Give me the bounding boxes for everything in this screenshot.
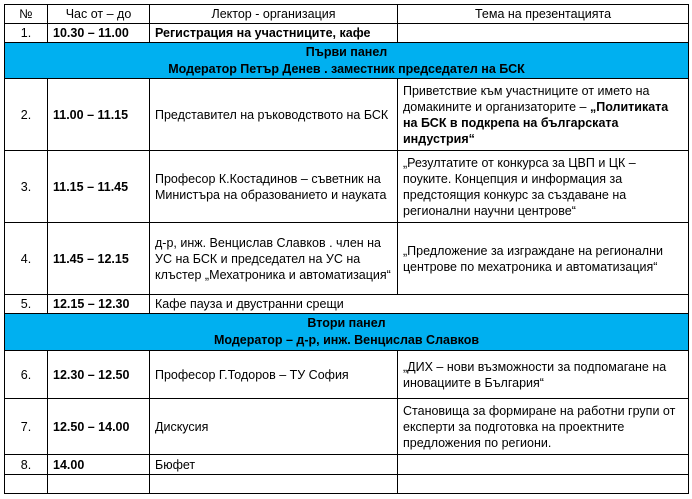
row-number: 4. — [5, 223, 48, 295]
row-time: 12.30 – 12.50 — [48, 351, 150, 399]
panel-cell — [5, 43, 689, 79]
row-time: 12.15 – 12.30 — [48, 295, 150, 314]
panel-cell — [5, 314, 689, 351]
row-speaker: Професор Г.Тодоров – ТУ София — [150, 351, 398, 399]
row-number: 6. — [5, 351, 48, 399]
table-row — [5, 151, 689, 223]
table-row — [5, 79, 689, 151]
panel-header-second — [5, 314, 689, 351]
empty-cell — [398, 475, 689, 494]
empty-cell — [48, 475, 150, 494]
table-row — [5, 223, 689, 295]
row-time: 14.00 — [48, 455, 150, 475]
panel-moderator: Модератор Петър Денев . заместник председател на БСК — [168, 61, 525, 76]
row-topic: „ДИХ – нови възможности за подпомагане на иновациите в България“ — [398, 351, 689, 399]
row-time: 10.30 – 11.00 — [48, 24, 150, 43]
panel-title: Първи панел — [305, 44, 388, 59]
header-num: № — [5, 5, 48, 24]
row-topic: „Резултатите от конкурса за ЦВП и ЦК – поуките. Концепция и информация за предстоящия конкурс за създаване на регионални научни центрове“ — [398, 151, 689, 223]
row-time: 11.45 – 12.15 — [48, 223, 150, 295]
row-speaker: Регистрация на участниците, кафе — [150, 24, 398, 43]
row-topic — [398, 79, 689, 151]
table-row — [5, 455, 689, 475]
row-time: 11.00 – 11.15 — [48, 79, 150, 151]
table-row — [5, 295, 689, 314]
row-speaker: Представител на ръководството на БСК — [150, 79, 398, 151]
panel-header-first — [5, 43, 689, 79]
row-number: 8. — [5, 455, 48, 475]
row-topic-text: Приветствие към участниците от името на домакините и организаторите – — [403, 83, 650, 114]
header-time: Час от – до — [48, 5, 150, 24]
row-speaker: Професор К.Костадинов – съветник на Министъра на образованието и науката — [150, 151, 398, 223]
row-topic: Становища за формиране на работни групи от експерти за подготовка на проектните предложения по региони. — [398, 399, 689, 455]
row-number: 2. — [5, 79, 48, 151]
row-topic — [398, 24, 689, 43]
row-topic — [398, 455, 689, 475]
panel-moderator: Модератор – д-р, инж. Венцислав Славков — [213, 333, 480, 347]
empty-cell — [5, 475, 48, 494]
row-number: 1. — [5, 24, 48, 43]
row-number: 3. — [5, 151, 48, 223]
row-speaker: Кафе пауза и двустранни срещи — [150, 295, 689, 314]
row-speaker: Бюфет — [150, 455, 398, 475]
row-number: 7. — [5, 399, 48, 455]
header-row — [5, 5, 689, 24]
row-topic-bold: „Политиката на БСК в подкрепа на българската индустрия“ — [403, 99, 669, 146]
row-speaker: Дискусия — [150, 399, 398, 455]
header-speaker: Лектор - организация — [150, 5, 398, 24]
row-speaker: д-р, инж. Венцислав Славков . член на УС на БСК и председател на УС на клъстер „Мехатроника и автоматизация“ — [150, 223, 398, 295]
empty-row — [5, 475, 689, 494]
header-topic: Тема на презентацията — [398, 5, 689, 24]
row-topic: „Предложение за изграждане на регионални центрове по мехатроника и автоматизация“ — [398, 223, 689, 295]
agenda-table — [4, 4, 689, 494]
row-number: 5. — [5, 295, 48, 314]
panel-title: Втори панел — [307, 316, 386, 330]
table-row — [5, 399, 689, 455]
table-row — [5, 351, 689, 399]
empty-cell — [150, 475, 398, 494]
row-time: 11.15 – 11.45 — [48, 151, 150, 223]
table-row — [5, 24, 689, 43]
row-time: 12.50 – 14.00 — [48, 399, 150, 455]
